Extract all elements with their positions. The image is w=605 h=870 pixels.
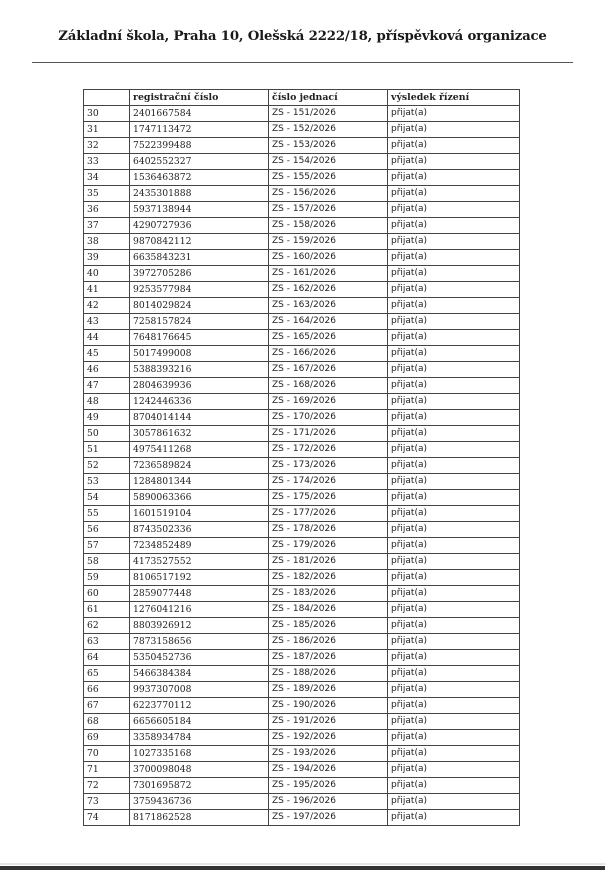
row-number-cell: 56 — [84, 522, 130, 538]
registration-number-cell: 8743502336 — [130, 522, 269, 538]
row-number-cell: 55 — [84, 506, 130, 522]
reference-number-cell: ZS - 151/2026 — [269, 106, 388, 122]
reference-number-cell: ZS - 166/2026 — [269, 346, 388, 362]
registration-number-cell: 4173527552 — [130, 554, 269, 570]
result-cell: přijat(a) — [388, 554, 520, 570]
reference-number-cell: ZS - 195/2026 — [269, 778, 388, 794]
row-number-cell: 36 — [84, 202, 130, 218]
result-cell: přijat(a) — [388, 266, 520, 282]
reference-number-cell: ZS - 168/2026 — [269, 378, 388, 394]
registration-number-cell: 5350452736 — [130, 650, 269, 666]
table-row — [84, 378, 520, 394]
table-row — [84, 250, 520, 266]
registration-number-cell: 8704014144 — [130, 410, 269, 426]
result-cell: přijat(a) — [388, 154, 520, 170]
result-cell: přijat(a) — [388, 138, 520, 154]
registration-number-cell: 6656605184 — [130, 714, 269, 730]
table-row — [84, 218, 520, 234]
registration-number-cell: 5890063366 — [130, 490, 269, 506]
result-cell: přijat(a) — [388, 714, 520, 730]
column-header-order — [84, 90, 130, 106]
table-row — [84, 234, 520, 250]
reference-number-cell: ZS - 194/2026 — [269, 762, 388, 778]
table-row — [84, 778, 520, 794]
row-number-cell: 71 — [84, 762, 130, 778]
registration-number-cell: 9253577984 — [130, 282, 269, 298]
row-number-cell: 39 — [84, 250, 130, 266]
registration-number-cell: 7873158656 — [130, 634, 269, 650]
table-row — [84, 490, 520, 506]
result-cell: přijat(a) — [388, 122, 520, 138]
result-cell: přijat(a) — [388, 170, 520, 186]
registration-number-cell: 1601519104 — [130, 506, 269, 522]
result-cell: přijat(a) — [388, 186, 520, 202]
reference-number-cell: ZS - 184/2026 — [269, 602, 388, 618]
reference-number-cell: ZS - 175/2026 — [269, 490, 388, 506]
registration-number-cell: 8171862528 — [130, 810, 269, 826]
reference-number-cell: ZS - 170/2026 — [269, 410, 388, 426]
row-number-cell: 40 — [84, 266, 130, 282]
row-number-cell: 61 — [84, 602, 130, 618]
column-header-reference-number: číslo jednací — [269, 90, 388, 106]
reference-number-cell: ZS - 156/2026 — [269, 186, 388, 202]
table-row — [84, 394, 520, 410]
table-row — [84, 186, 520, 202]
reference-number-cell: ZS - 181/2026 — [269, 554, 388, 570]
result-cell: přijat(a) — [388, 442, 520, 458]
table-row — [84, 810, 520, 826]
row-number-cell: 64 — [84, 650, 130, 666]
result-cell: přijat(a) — [388, 282, 520, 298]
registration-number-cell: 7236589824 — [130, 458, 269, 474]
table-row — [84, 682, 520, 698]
result-cell: přijat(a) — [388, 666, 520, 682]
reference-number-cell: ZS - 172/2026 — [269, 442, 388, 458]
registration-number-cell: 1747113472 — [130, 122, 269, 138]
row-number-cell: 44 — [84, 330, 130, 346]
reference-number-cell: ZS - 167/2026 — [269, 362, 388, 378]
registration-number-cell: 9937307008 — [130, 682, 269, 698]
row-number-cell: 66 — [84, 682, 130, 698]
registration-number-cell: 2401667584 — [130, 106, 269, 122]
reference-number-cell: ZS - 186/2026 — [269, 634, 388, 650]
row-number-cell: 52 — [84, 458, 130, 474]
result-cell: přijat(a) — [388, 330, 520, 346]
reference-number-cell: ZS - 155/2026 — [269, 170, 388, 186]
row-number-cell: 38 — [84, 234, 130, 250]
result-cell: přijat(a) — [388, 586, 520, 602]
row-number-cell: 42 — [84, 298, 130, 314]
registration-number-cell: 7301695872 — [130, 778, 269, 794]
row-number-cell: 48 — [84, 394, 130, 410]
registration-number-cell: 6223770112 — [130, 698, 269, 714]
row-number-cell: 45 — [84, 346, 130, 362]
row-number-cell: 72 — [84, 778, 130, 794]
reference-number-cell: ZS - 157/2026 — [269, 202, 388, 218]
table-row — [84, 714, 520, 730]
result-cell: přijat(a) — [388, 618, 520, 634]
reference-number-cell: ZS - 169/2026 — [269, 394, 388, 410]
page-bottom-bar — [0, 866, 605, 870]
reference-number-cell: ZS - 154/2026 — [269, 154, 388, 170]
row-number-cell: 69 — [84, 730, 130, 746]
registration-number-cell: 7522399488 — [130, 138, 269, 154]
registration-number-cell: 1536463872 — [130, 170, 269, 186]
result-cell: přijat(a) — [388, 698, 520, 714]
row-number-cell: 74 — [84, 810, 130, 826]
result-cell: přijat(a) — [388, 762, 520, 778]
result-cell: přijat(a) — [388, 474, 520, 490]
result-cell: přijat(a) — [388, 458, 520, 474]
reference-number-cell: ZS - 177/2026 — [269, 506, 388, 522]
table-row — [84, 762, 520, 778]
table-row — [84, 554, 520, 570]
page-title: Základní škola, Praha 10, Olešská 2222/18, příspěvková organizace — [58, 29, 547, 44]
reference-number-cell: ZS - 197/2026 — [269, 810, 388, 826]
registration-number-cell: 3972705286 — [130, 266, 269, 282]
table-row — [84, 730, 520, 746]
result-cell: přijat(a) — [388, 682, 520, 698]
reference-number-cell: ZS - 183/2026 — [269, 586, 388, 602]
table-row — [84, 506, 520, 522]
row-number-cell: 46 — [84, 362, 130, 378]
row-number-cell: 73 — [84, 794, 130, 810]
registration-number-cell: 2435301888 — [130, 186, 269, 202]
row-number-cell: 62 — [84, 618, 130, 634]
column-header-registration-number: registrační číslo — [130, 90, 269, 106]
table-header-row — [84, 90, 520, 106]
reference-number-cell: ZS - 171/2026 — [269, 426, 388, 442]
row-number-cell: 58 — [84, 554, 130, 570]
row-number-cell: 59 — [84, 570, 130, 586]
table-row — [84, 698, 520, 714]
table-row — [84, 634, 520, 650]
row-number-cell: 35 — [84, 186, 130, 202]
row-number-cell: 32 — [84, 138, 130, 154]
row-number-cell: 68 — [84, 714, 130, 730]
reference-number-cell: ZS - 187/2026 — [269, 650, 388, 666]
table-row — [84, 794, 520, 810]
table-row — [84, 586, 520, 602]
row-number-cell: 65 — [84, 666, 130, 682]
result-cell: přijat(a) — [388, 650, 520, 666]
table-row — [84, 618, 520, 634]
table-row — [84, 666, 520, 682]
result-cell: přijat(a) — [388, 202, 520, 218]
column-header-result: výsledek řízení — [388, 90, 520, 106]
reference-number-cell: ZS - 173/2026 — [269, 458, 388, 474]
reference-number-cell: ZS - 193/2026 — [269, 746, 388, 762]
table-row — [84, 426, 520, 442]
registration-number-cell: 5017499008 — [130, 346, 269, 362]
table-row — [84, 298, 520, 314]
reference-number-cell: ZS - 162/2026 — [269, 282, 388, 298]
registration-number-cell: 2859077448 — [130, 586, 269, 602]
registration-number-cell: 4975411268 — [130, 442, 269, 458]
result-cell: přijat(a) — [388, 634, 520, 650]
reference-number-cell: ZS - 189/2026 — [269, 682, 388, 698]
row-number-cell: 53 — [84, 474, 130, 490]
registration-number-cell: 1276041216 — [130, 602, 269, 618]
row-number-cell: 33 — [84, 154, 130, 170]
row-number-cell: 31 — [84, 122, 130, 138]
result-cell: přijat(a) — [388, 362, 520, 378]
result-cell: přijat(a) — [388, 522, 520, 538]
registration-number-cell: 7234852489 — [130, 538, 269, 554]
registration-number-cell: 1284801344 — [130, 474, 269, 490]
title-divider — [32, 62, 573, 63]
result-cell: přijat(a) — [388, 794, 520, 810]
reference-number-cell: ZS - 158/2026 — [269, 218, 388, 234]
result-cell: přijat(a) — [388, 778, 520, 794]
reference-number-cell: ZS - 192/2026 — [269, 730, 388, 746]
table-row — [84, 474, 520, 490]
reference-number-cell: ZS - 152/2026 — [269, 122, 388, 138]
result-cell: přijat(a) — [388, 570, 520, 586]
table-row — [84, 602, 520, 618]
row-number-cell: 34 — [84, 170, 130, 186]
row-number-cell: 47 — [84, 378, 130, 394]
registration-number-cell: 9870842112 — [130, 234, 269, 250]
registration-number-cell: 1242446336 — [130, 394, 269, 410]
registration-number-cell: 3358934784 — [130, 730, 269, 746]
reference-number-cell: ZS - 153/2026 — [269, 138, 388, 154]
reference-number-cell: ZS - 182/2026 — [269, 570, 388, 586]
table-row — [84, 362, 520, 378]
results-table — [83, 89, 520, 826]
result-cell: přijat(a) — [388, 506, 520, 522]
reference-number-cell: ZS - 190/2026 — [269, 698, 388, 714]
reference-number-cell: ZS - 185/2026 — [269, 618, 388, 634]
row-number-cell: 37 — [84, 218, 130, 234]
row-number-cell: 60 — [84, 586, 130, 602]
result-cell: přijat(a) — [388, 378, 520, 394]
result-cell: přijat(a) — [388, 346, 520, 362]
reference-number-cell: ZS - 163/2026 — [269, 298, 388, 314]
table-row — [84, 330, 520, 346]
table-row — [84, 570, 520, 586]
registration-number-cell: 5937138944 — [130, 202, 269, 218]
reference-number-cell: ZS - 178/2026 — [269, 522, 388, 538]
row-number-cell: 50 — [84, 426, 130, 442]
result-cell: přijat(a) — [388, 394, 520, 410]
result-cell: přijat(a) — [388, 298, 520, 314]
reference-number-cell: ZS - 196/2026 — [269, 794, 388, 810]
table-row — [84, 170, 520, 186]
table-row — [84, 266, 520, 282]
reference-number-cell: ZS - 165/2026 — [269, 330, 388, 346]
row-number-cell: 67 — [84, 698, 130, 714]
registration-number-cell: 8106517192 — [130, 570, 269, 586]
registration-number-cell: 7648176645 — [130, 330, 269, 346]
registration-number-cell: 7258157824 — [130, 314, 269, 330]
registration-number-cell: 4290727936 — [130, 218, 269, 234]
table-row — [84, 106, 520, 122]
result-cell: přijat(a) — [388, 410, 520, 426]
result-cell: přijat(a) — [388, 730, 520, 746]
table-row — [84, 746, 520, 762]
result-cell: přijat(a) — [388, 218, 520, 234]
table-row — [84, 282, 520, 298]
row-number-cell: 54 — [84, 490, 130, 506]
result-cell: přijat(a) — [388, 810, 520, 826]
result-cell: přijat(a) — [388, 426, 520, 442]
table-row — [84, 346, 520, 362]
row-number-cell: 70 — [84, 746, 130, 762]
table-row — [84, 650, 520, 666]
table-row — [84, 410, 520, 426]
reference-number-cell: ZS - 161/2026 — [269, 266, 388, 282]
result-cell: přijat(a) — [388, 234, 520, 250]
table-row — [84, 314, 520, 330]
registration-number-cell: 1027335168 — [130, 746, 269, 762]
table-row — [84, 154, 520, 170]
registration-number-cell: 6402552327 — [130, 154, 269, 170]
row-number-cell: 63 — [84, 634, 130, 650]
row-number-cell: 57 — [84, 538, 130, 554]
registration-number-cell: 2804639936 — [130, 378, 269, 394]
registration-number-cell: 8014029824 — [130, 298, 269, 314]
row-number-cell: 49 — [84, 410, 130, 426]
reference-number-cell: ZS - 174/2026 — [269, 474, 388, 490]
registration-number-cell: 3700098048 — [130, 762, 269, 778]
table-row — [84, 538, 520, 554]
result-cell: přijat(a) — [388, 106, 520, 122]
table-row — [84, 202, 520, 218]
registration-number-cell: 6635843231 — [130, 250, 269, 266]
row-number-cell: 43 — [84, 314, 130, 330]
reference-number-cell: ZS - 188/2026 — [269, 666, 388, 682]
table-row — [84, 522, 520, 538]
registration-number-cell: 3759436736 — [130, 794, 269, 810]
row-number-cell: 30 — [84, 106, 130, 122]
table-body — [84, 106, 520, 826]
table-row — [84, 458, 520, 474]
result-cell: přijat(a) — [388, 746, 520, 762]
table-row — [84, 442, 520, 458]
registration-number-cell: 3057861632 — [130, 426, 269, 442]
result-cell: přijat(a) — [388, 490, 520, 506]
result-cell: přijat(a) — [388, 602, 520, 618]
reference-number-cell: ZS - 159/2026 — [269, 234, 388, 250]
row-number-cell: 51 — [84, 442, 130, 458]
registration-number-cell: 5466384384 — [130, 666, 269, 682]
registration-number-cell: 8803926912 — [130, 618, 269, 634]
table-row — [84, 122, 520, 138]
reference-number-cell: ZS - 160/2026 — [269, 250, 388, 266]
result-cell: přijat(a) — [388, 538, 520, 554]
registration-number-cell: 5388393216 — [130, 362, 269, 378]
table-row — [84, 138, 520, 154]
reference-number-cell: ZS - 179/2026 — [269, 538, 388, 554]
page-bottom-shade — [0, 863, 605, 865]
row-number-cell: 41 — [84, 282, 130, 298]
reference-number-cell: ZS - 164/2026 — [269, 314, 388, 330]
result-cell: přijat(a) — [388, 314, 520, 330]
reference-number-cell: ZS - 191/2026 — [269, 714, 388, 730]
result-cell: přijat(a) — [388, 250, 520, 266]
